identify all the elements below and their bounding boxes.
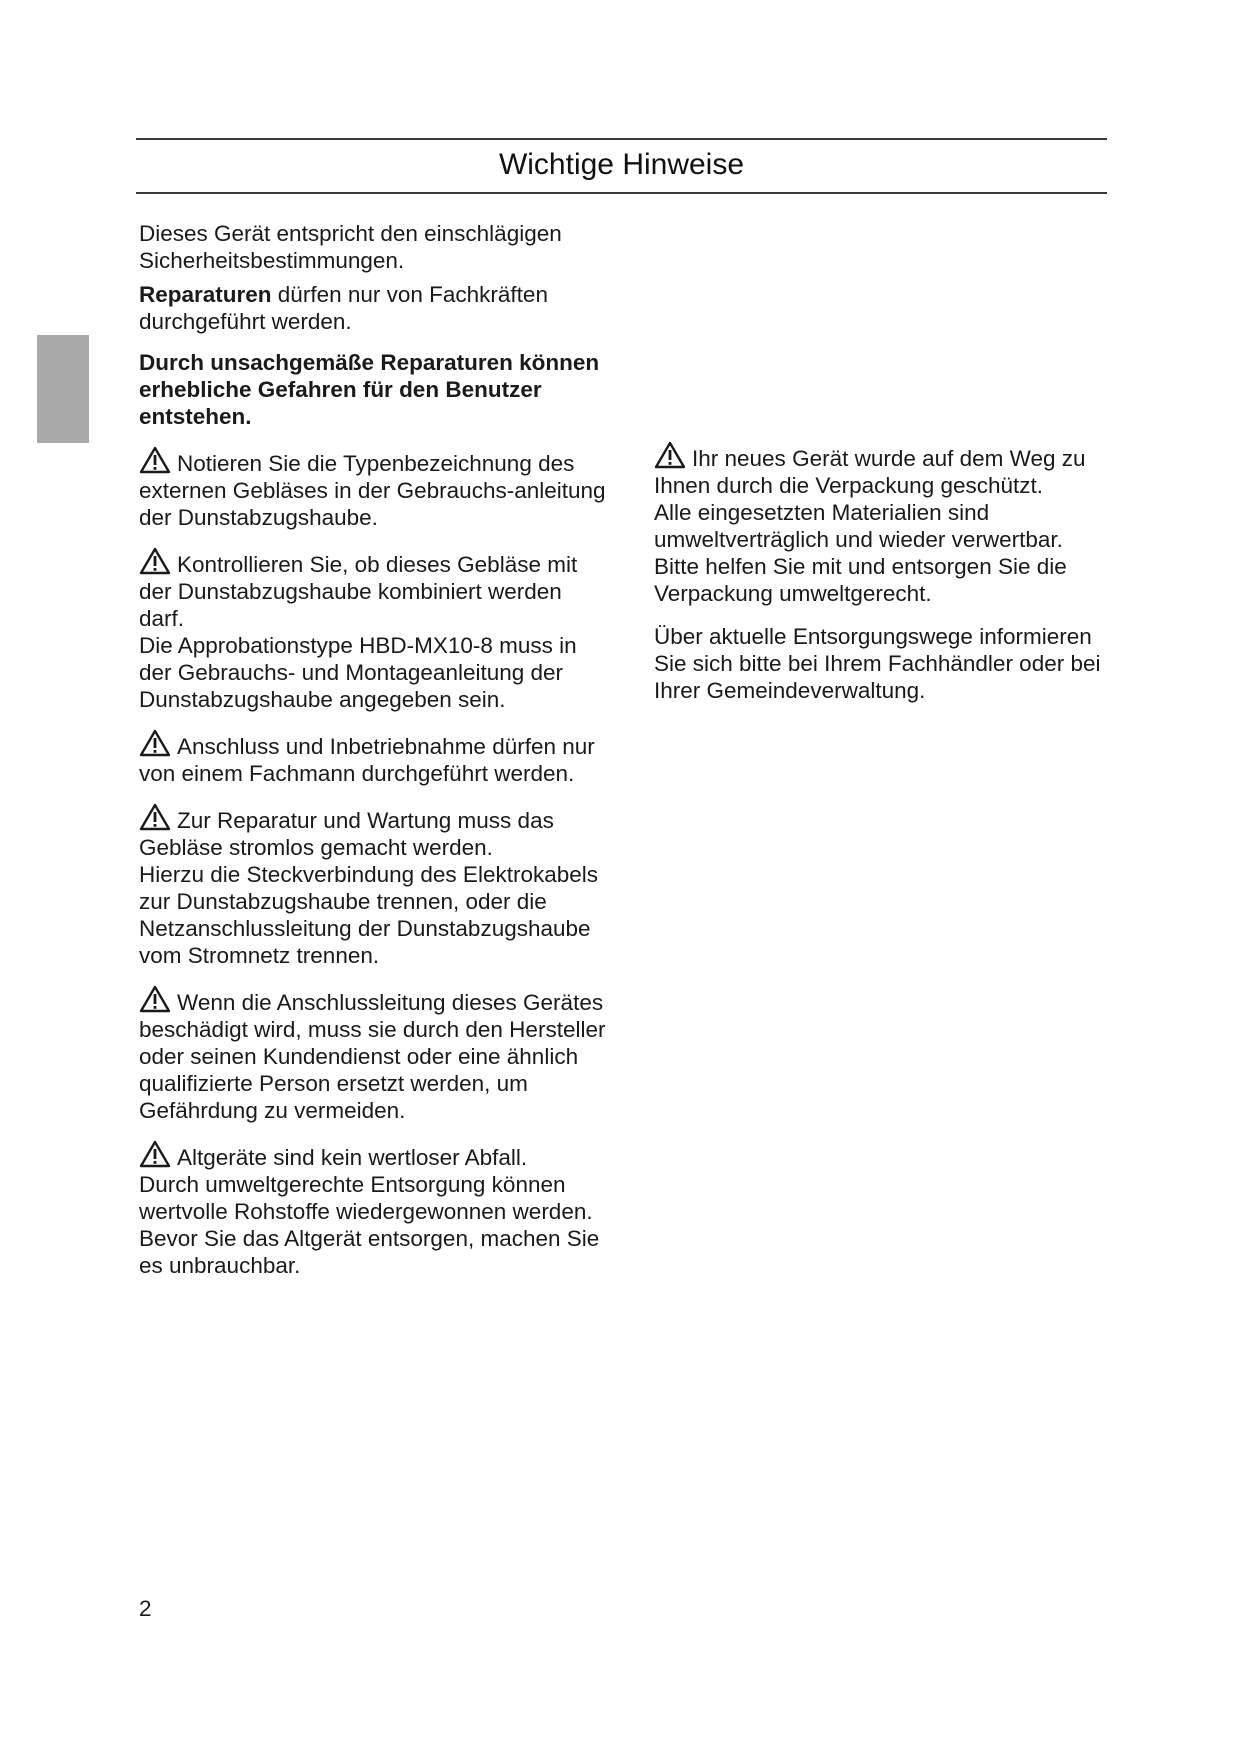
warning-maintenance-text: Zur Reparatur und Wartung muss das Gebläse stromlos gemacht werden. bbox=[139, 808, 554, 860]
warning-maintenance bbox=[139, 803, 609, 861]
materials-paragraph: Alle eingesetzten Materialien sind umweltverträglich und wieder verwertbar. bbox=[654, 500, 1063, 552]
warning-triangle-icon bbox=[139, 1140, 171, 1168]
warning-old-appliances-text: Altgeräte sind kein wertloser Abfall. bbox=[177, 1145, 528, 1170]
warning-triangle-icon bbox=[139, 803, 171, 831]
header-rule-bottom bbox=[136, 192, 1107, 194]
page-title: Wichtige Hinweise bbox=[498, 148, 745, 181]
disposal-info-paragraph: Über aktuelle Entsorgungswege informieren Sie sich bitte bei Ihrem Fachhändler oder bei Ihrer Gemeindeverwaltung. bbox=[654, 624, 1101, 703]
left-column bbox=[139, 220, 609, 1279]
repair-keyword: Reparaturen bbox=[139, 282, 272, 307]
recycling-paragraph: Durch umweltgerechte Entsorgung können wertvolle Rohstoffe wiedergewonnen werden. bbox=[139, 1172, 593, 1224]
header-rule-top bbox=[136, 138, 1107, 140]
warning-type-note-text: Notieren Sie die Typenbezeichnung des externen Gebläses in der Gebrauchs-anleitung der Dunstabzugshaube. bbox=[139, 451, 606, 530]
warning-packaging bbox=[654, 441, 1114, 499]
warning-triangle-icon bbox=[139, 446, 171, 474]
warning-triangle-icon bbox=[139, 985, 171, 1013]
repair-text: dürfen nur von Fachkräften durchgeführt werden. bbox=[139, 282, 548, 334]
approbation-paragraph: Die Approbationstype HBD-MX10-8 muss in der Gebrauchs- und Montageanleitung der Dunstabzugshaube angegeben sein. bbox=[139, 633, 577, 712]
intro-paragraph: Dieses Gerät entspricht den einschlägigen Sicherheitsbestimmungen. bbox=[139, 221, 562, 273]
warning-triangle-icon bbox=[139, 729, 171, 757]
warning-triangle-icon bbox=[654, 441, 686, 469]
warning-combination-text: Kontrollieren Sie, ob dieses Gebläse mit der Dunstabzugshaube kombiniert werden darf. bbox=[139, 552, 578, 631]
warning-cable-damage-text: Wenn die Anschlussleitung dieses Gerätes beschädigt wird, muss sie durch den Hersteller oder seinen Kundendienst oder eine ähnlich qualifizierte Person ersetzt werden, um Gefährdung zu vermeiden. bbox=[139, 990, 606, 1123]
warning-triangle-icon bbox=[139, 547, 171, 575]
unusable-paragraph: Bevor Sie das Altgerät entsorgen, machen Sie es unbrauchbar. bbox=[139, 1226, 600, 1278]
warning-packaging-text: Ihr neues Gerät wurde auf dem Weg zu Ihnen durch die Verpackung geschützt. bbox=[654, 446, 1086, 498]
danger-paragraph: Durch unsachgemäße Reparaturen können erhebliche Gefahren für den Benutzer entstehen. bbox=[139, 350, 600, 429]
warning-installation bbox=[139, 729, 609, 787]
disconnect-paragraph: Hierzu die Steckverbindung des Elektrokabels zur Dunstabzugshaube trennen, oder die Netzanschlussleitung der Dunstabzugshaube vom Stromnetz trennen. bbox=[139, 862, 598, 968]
side-tab-marker bbox=[37, 335, 89, 443]
page-number: 2 bbox=[139, 1596, 152, 1621]
repair-paragraph bbox=[139, 281, 609, 335]
warning-combination bbox=[139, 547, 609, 632]
warning-type-note bbox=[139, 446, 609, 531]
packaging-disposal-paragraph: Bitte helfen Sie mit und entsorgen Sie die Verpackung umweltgerecht. bbox=[654, 554, 1067, 606]
right-column bbox=[654, 441, 1114, 704]
warning-old-appliances bbox=[139, 1140, 609, 1171]
warning-installation-text: Anschluss und Inbetriebnahme dürfen nur von einem Fachmann durchgeführt werden. bbox=[139, 734, 595, 786]
warning-cable-damage bbox=[139, 985, 609, 1124]
